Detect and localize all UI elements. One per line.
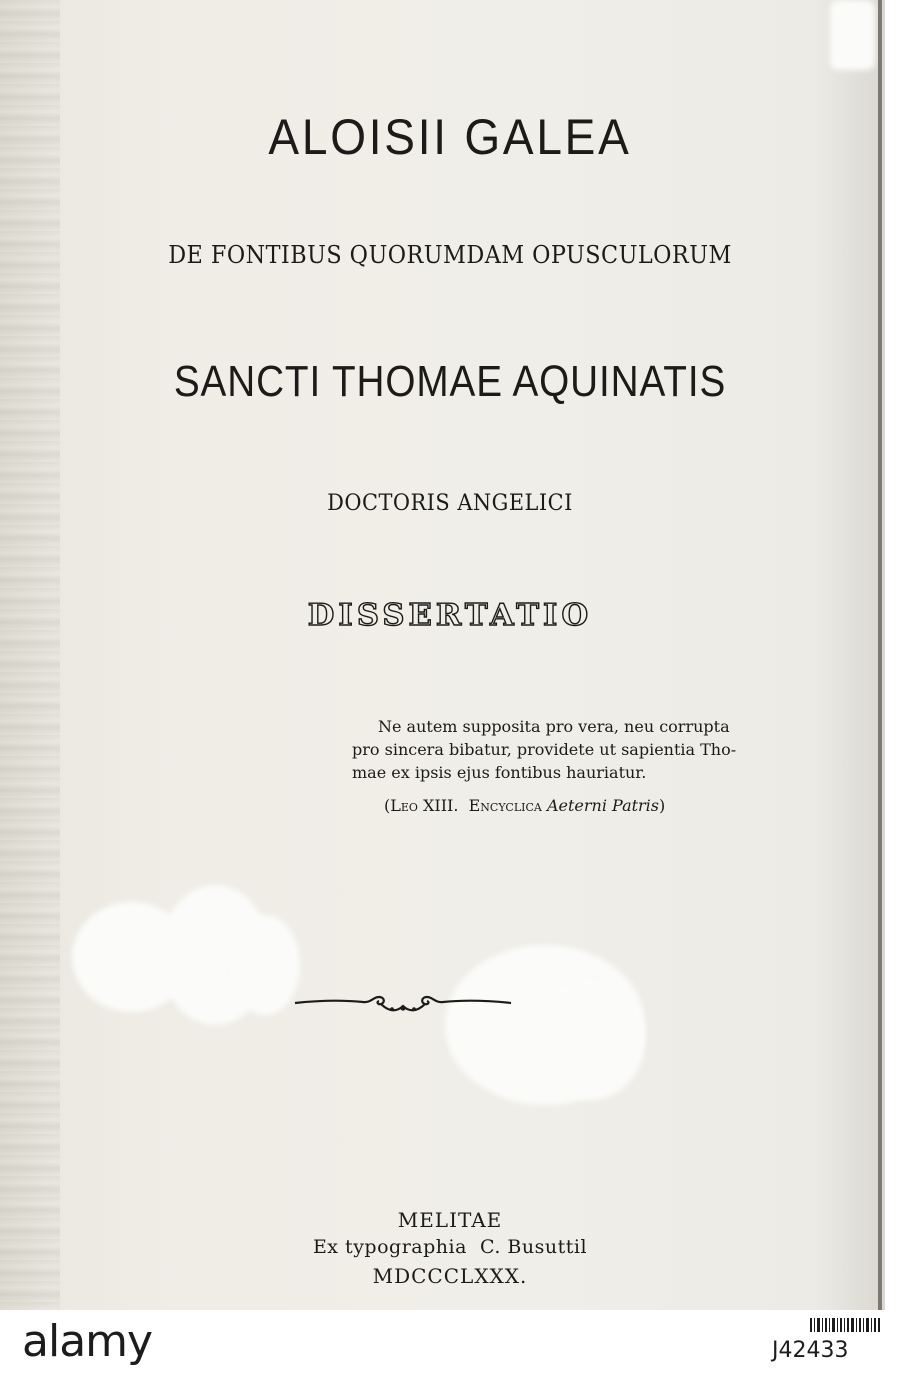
typographic-flourish-icon [293,988,513,1018]
epigraph-citation [384,796,665,815]
page-edge [878,0,882,1310]
paper-abrasion [535,980,645,1100]
genre-heading: DISSERTATIO [307,598,593,633]
paper-abrasion [230,915,300,1015]
imprint-city: MELITAE [397,1208,503,1232]
subtitle-line-1: DE FONTIBUS QUORUMDAM OPUSCULORUM [168,241,732,269]
barcode-icon [810,1318,880,1332]
alamy-logo-icon: alamy [22,1316,153,1367]
citation-work: Aeterni Patris [546,796,660,815]
citation-close-paren: ) [659,796,666,815]
imprint-year: MDCCCLXXX. [372,1264,528,1288]
epigraph-line: mae ex ipsis ejus fontibus hauriatur. [352,763,647,782]
citation-source: Encyclica [468,796,542,815]
subtitle-line-3: DOCTORIS ANGELICI [327,491,573,516]
imprint-printer: Ex typographia C. Busuttil [312,1236,588,1258]
citation-author: Leo XIII. [390,796,459,815]
epigraph-line: Ne autem supposita pro vera, neu corrupta [378,717,730,736]
citation-open-paren: ( [384,796,391,815]
epigraph [352,715,752,784]
subtitle-line-2: SANCTI THOMAE AQUINATIS [173,357,727,406]
epigraph-line: pro sincera bibatur, providete ut sapientia Tho- [352,740,737,759]
page-stain [0,0,60,1310]
author-title: ALOISII GALEA [268,109,632,165]
image-code: J42433 [772,1338,849,1363]
paper-abrasion [830,0,875,70]
